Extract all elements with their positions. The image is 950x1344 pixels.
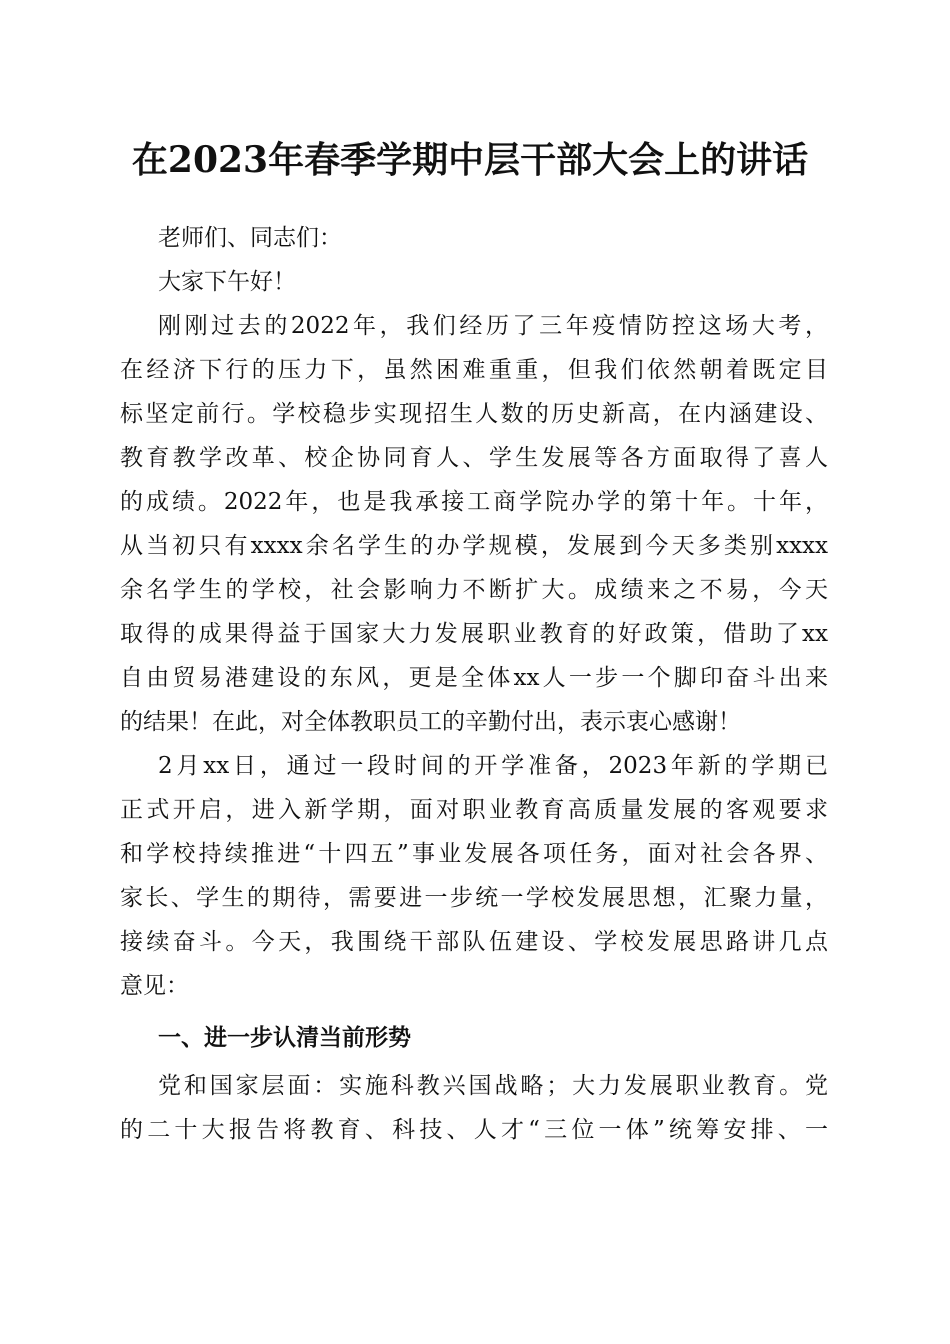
paragraph-line: 接续奋斗。今天，我围绕干部队伍建设、学校发展思路讲几点	[120, 929, 828, 955]
paragraph-line: 家长、学生的期待，需要进一步统一学校发展思想，汇聚力量，	[120, 885, 828, 911]
document-title: 在2023年春季学期中层干部大会上的讲话	[131, 139, 809, 181]
document-body	[120, 216, 828, 1152]
paragraph-line: 的结果！在此，对全体教职员工的辛勤付出，表示衷心感谢！	[120, 709, 741, 735]
paragraph-line: 刚刚过去的2022年，我们经历了三年疫情防控这场大考，	[158, 313, 828, 339]
paragraph-line: 意见：	[120, 973, 189, 999]
paragraph-line: 在经济下行的压力下，虽然困难重重，但我们依然朝着既定目	[120, 357, 828, 383]
paragraph-2	[120, 744, 828, 1008]
greeting: 大家下午好！	[158, 269, 296, 295]
paragraph-line: 取得的成果得益于国家大力发展职业教育的好政策，借助了xx	[120, 621, 828, 647]
paragraph-line: 标坚定前行。学校稳步实现招生人数的历史新高，在内涵建设、	[120, 401, 828, 427]
paragraph-line: 余名学生的学校，社会影响力不断扩大。成绩来之不易，今天	[120, 577, 828, 603]
salutation: 老师们、同志们：	[158, 225, 342, 251]
paragraph-line: 的成绩。2022年，也是我承接工商学院办学的第十年。十年，	[120, 489, 828, 515]
paragraph-line: 从当初只有xxxx余名学生的办学规模，发展到今天多类别xxxx	[120, 533, 828, 559]
paragraph-1	[120, 304, 828, 744]
paragraph-line: 教育教学改革、校企协同育人、学生发展等各方面取得了喜人	[120, 445, 828, 471]
paragraph-3	[120, 1064, 828, 1152]
paragraph-line: 2月xx日，通过一段时间的开学准备，2023年新的学期已	[158, 753, 828, 779]
paragraph-line: 自由贸易港建设的东风，更是全体xx人一步一个脚印奋斗出来	[120, 665, 828, 691]
paragraph-line: 党和国家层面：实施科教兴国战略；大力发展职业教育。党	[158, 1073, 828, 1099]
paragraph-line: 的二十大报告将教育、科技、人才“三位一体”统筹安排、一	[120, 1117, 828, 1143]
paragraph-line: 和学校持续推进“十四五”事业发展各项任务，面对社会各界、	[120, 841, 828, 867]
section-heading: 一、进一步认清当前形势	[158, 1025, 411, 1051]
paragraph-line: 正式开启，进入新学期，面对职业教育高质量发展的客观要求	[120, 797, 828, 823]
